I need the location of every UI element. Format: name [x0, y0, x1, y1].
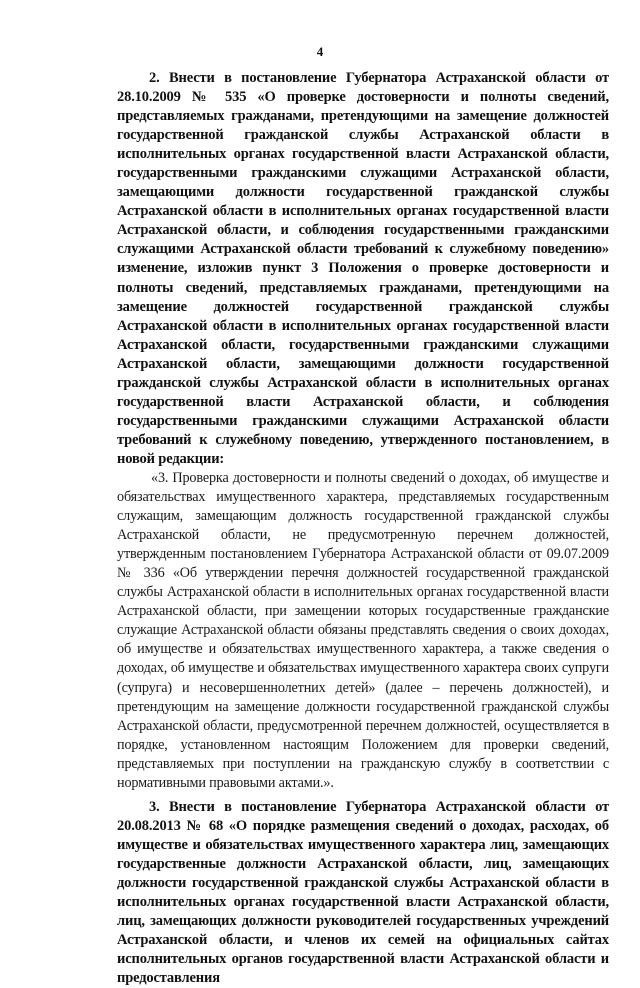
body-text — [117, 69, 609, 988]
paragraph-item-3: 3. Внести в постановление Губернатора Астраханской области от 20.08.2013 № 68 «О порядке размещения сведений о доходах, расходах, об имуществе и обязательствах имущественного характера лиц, замещающих государственные должности Астраханской области, лиц, замещающих должности государственной гражданской службы Астраханской области в исполнительных органах государственной власти Астраханской области, лиц, замещающих должности руководителей государственных учреждений Астраханской области, и членов их семей на официальных сайтах исполнительных органов государственной власти Астраханской области и предоставления — [117, 798, 609, 987]
paragraph-item-2: 2. Внести в постановление Губернатора Астраханской области от 28.10.2009 № 535 «О проверке достоверности и полноты сведений, представляемых гражданами, претендующими на замещение должностей государственной гражданской службы Астраханской области в исполнительных органах государственной власти Астраханской области, государственными гражданскими служащими Астраханской области, замещающими должности государственной гражданской службы Астраханской области в исполнительных органах государственной власти Астраханской области, и соблюдения государственными гражданскими служащими Астраханской области требований к служебному поведению» изменение, изложив пункт 3 Положения о проверке достоверности и полноты сведений, представляемых гражданами, претендующими на замещение должностей государственной гражданской службы Астраханской области в исполнительных органах государственной власти Астраханской области, государственными гражданскими служащими Астраханской области, замещающими должности государственной гражданской службы Астраханской области в исполнительных органах государственной власти Астраханской области, и соблюдения государственными гражданскими служащими Астраханской области требований к служебному поведению, утвержденного постановлением, в новой редакции: — [117, 70, 609, 467]
paragraph-quoted-amendment: «3. Проверка достоверности и полноты сведений о доходах, об имуществе и обязательствах имущественного характера, представляемых государственным служащим, замещающим должность государственной гражданской службы Астраханской области, не предусмотренную перечнем должностей, утвержденным постановлением Губернатора Астраханской области от 09.07.2009 № 336 «Об утверждении перечня должностей государственной гражданской службы Астраханской области в исполнительных органах государственной власти Астраханской области, при замещении которых государственные гражданские служащие Астраханской области обязаны представлять сведения о своих доходах, об имуществе и обязательствах имущественного характера, а также сведения о доходах, об имуществе и обязательствах имущественного характера своих супруги (супруга) и несовершеннолетних детей» (далее – перечень должностей), и претендующим на замещение должности государственной гражданской службы Астраханской области, предусмотренной перечнем должностей, осуществляется в порядке, установленном настоящим Положением для проверки сведений, представляемых при поступлении на гражданскую службу в соответствии с нормативными правовыми актами.». — [117, 469, 609, 791]
page-number: 4 — [316, 44, 324, 59]
